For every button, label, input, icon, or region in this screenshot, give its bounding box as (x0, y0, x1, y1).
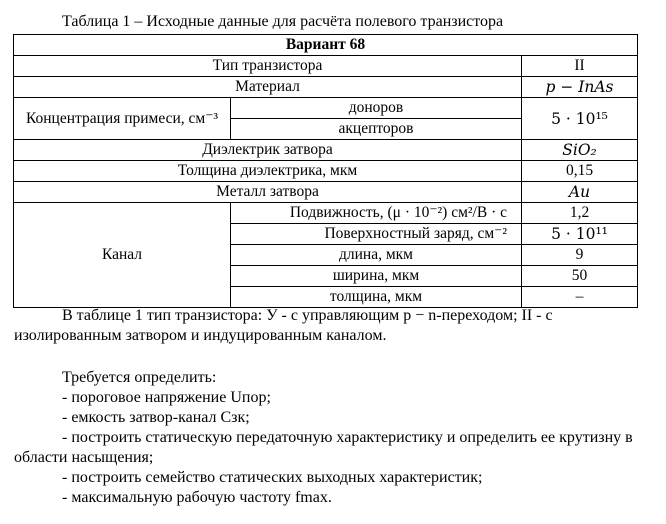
channel-width-value: 50 (522, 266, 638, 287)
channel-thickness-label: толщина, мкм (231, 287, 522, 308)
mobility-value: 1,2 (522, 203, 638, 224)
impurity-label: Концентрация примеси, см⁻³ (14, 98, 231, 140)
dielectric-label: Диэлектрик затвора (14, 140, 522, 161)
dielectric-thickness-value: 0,15 (522, 161, 638, 182)
channel-width-label: ширина, мкм (231, 266, 522, 287)
dielectric-value: SiO₂ (522, 140, 638, 161)
parameters-table (13, 34, 638, 308)
transistor-type-value: II (522, 56, 638, 77)
gate-metal-label: Металл затвора (14, 182, 522, 203)
table-row (14, 182, 638, 203)
table-caption: Таблица 1 – Исходные данные для расчёта полевого транзистора (62, 13, 504, 30)
material-label: Материал (14, 77, 522, 98)
surface-charge-value: 5 · 10¹¹ (522, 224, 638, 245)
donors-label: доноров (231, 98, 522, 119)
acceptors-label: акцепторов (231, 119, 522, 140)
channel-thickness-value: – (522, 287, 638, 308)
requirement-item: - построить статическую передаточную характеристику и определить ее крутизну в области насыщения; (14, 429, 633, 466)
channel-label: Канал (14, 203, 231, 308)
table-row (14, 56, 638, 77)
table-row (14, 140, 638, 161)
table-row (14, 161, 638, 182)
table-row (14, 77, 638, 98)
mobility-label: Подвижность, (μ · 10⁻²) см²/В · с (231, 203, 522, 224)
gate-metal-value: Au (522, 182, 638, 203)
requirement-item: - построить семейство статических выходных характеристик; (62, 469, 483, 486)
requirement-item: - максимальную рабочую частоту fmax. (62, 489, 332, 506)
channel-length-value: 9 (522, 245, 638, 266)
material-value: p − InAs (522, 77, 638, 98)
requirements-intro: Требуется определить: (62, 369, 217, 386)
table-row (14, 203, 638, 224)
impurity-value: 5 · 10¹⁵ (522, 98, 638, 140)
surface-charge-label: Поверхностный заряд, см⁻² (231, 224, 522, 245)
type-explanation-paragraph: В таблице 1 тип транзистора: У - с управляющим p − n-переходом; II - с изолированным затвором и индуцированным каналом. (14, 307, 553, 344)
requirement-item: - пороговое напряжение Uпор; (62, 389, 271, 406)
channel-length-label: длина, мкм (231, 245, 522, 266)
requirement-item: - емкость затвор-канал Cзк; (62, 409, 250, 426)
transistor-type-label: Тип транзистора (14, 56, 522, 77)
dielectric-thickness-label: Толщина диэлектрика, мкм (14, 161, 522, 182)
table-row (14, 98, 638, 119)
requirements-block (14, 368, 639, 508)
table-row (14, 35, 638, 56)
variant-header: Вариант 68 (14, 35, 638, 56)
